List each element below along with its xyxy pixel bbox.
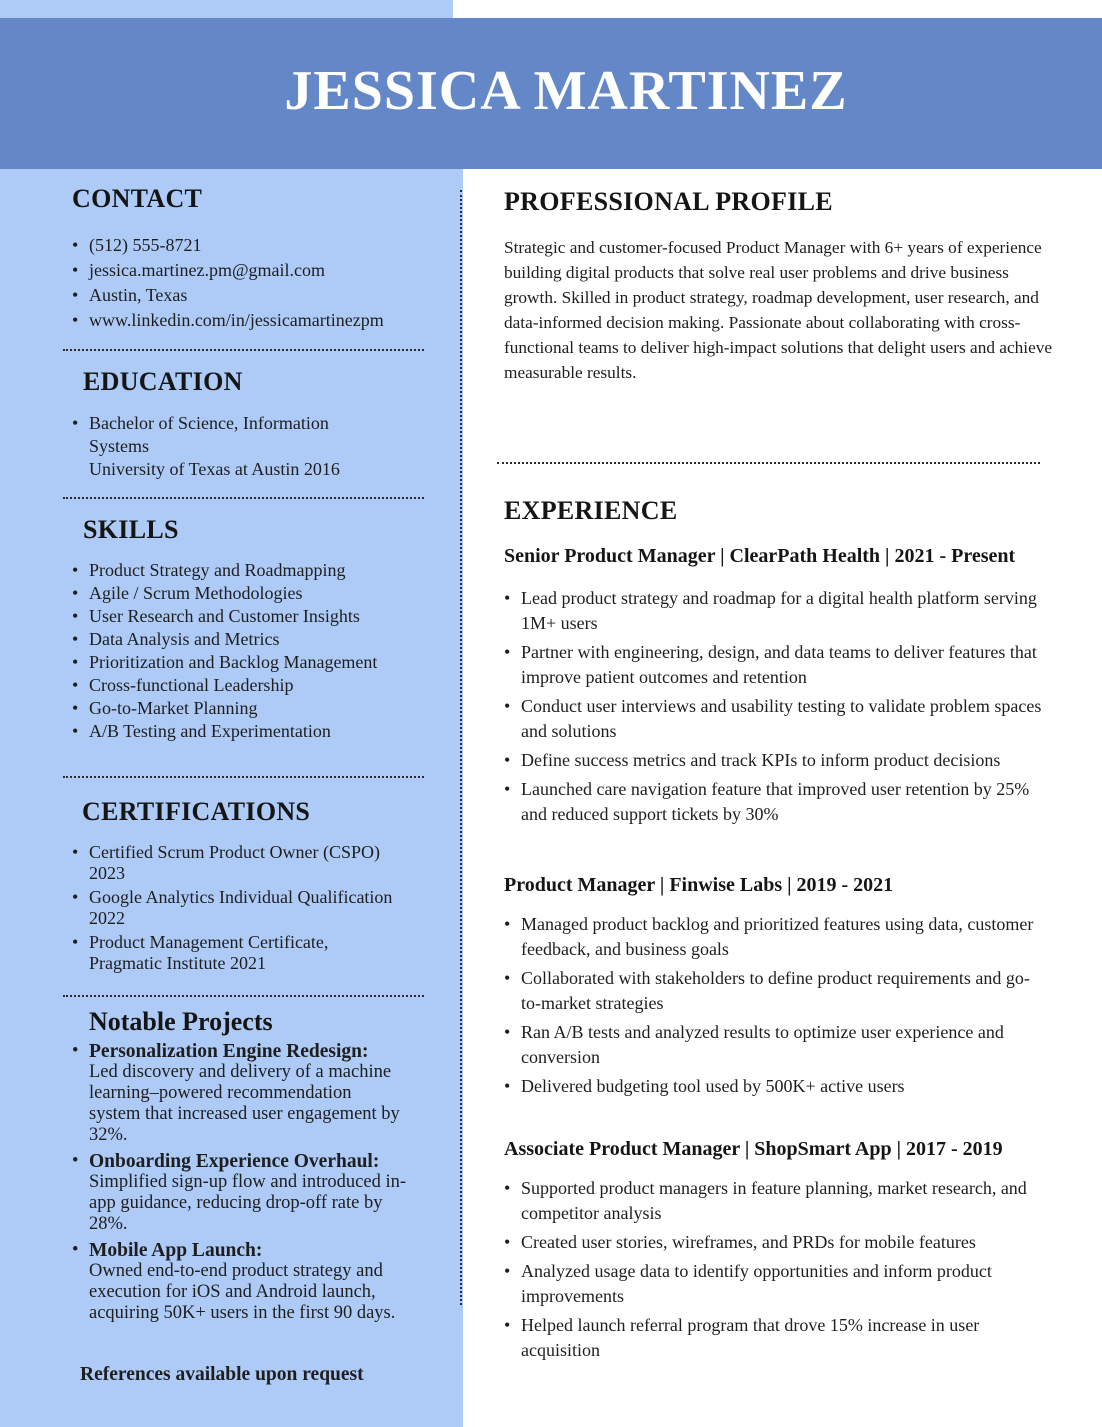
education-list	[72, 412, 372, 481]
education-item	[72, 412, 372, 481]
skills-list	[72, 559, 452, 743]
job-heading: Associate Product Manager | ShopSmart App | 2017 - 2019	[504, 1138, 1003, 1160]
profile-title: PROFESSIONAL PROFILE	[504, 187, 833, 216]
job-bullet: • Managed product backlog and prioritized features using data, customer feedback, and business goals	[504, 912, 1044, 962]
contact-list	[72, 233, 452, 333]
skill-item: • Prioritization and Backlog Management	[72, 651, 452, 674]
contact-location: • Austin, Texas	[72, 283, 452, 308]
skill-item: • Go-to-Market Planning	[72, 697, 452, 720]
project-item	[72, 1151, 407, 1235]
job-bullet: • Lead product strategy and roadmap for a digital health platform serving 1M+ users	[504, 586, 1044, 636]
project-item	[72, 1240, 407, 1324]
skill-item: • User Research and Customer Insights	[72, 605, 452, 628]
job-bullet: • Analyzed usage data to identify opportunities and inform product improvements	[504, 1259, 1044, 1309]
job-bullet: • Created user stories, wireframes, and PRDs for mobile features	[504, 1230, 1044, 1255]
candidate-name: JESSICA MARTINEZ	[284, 60, 848, 122]
job-bullets	[504, 586, 1044, 831]
project-description: Simplified sign-up flow and introduced in-app guidance, reducing drop-off rate by 28%.	[89, 1172, 407, 1234]
certification-item: • Product Management Certificate, Pragmatic Institute 2021	[72, 932, 402, 974]
projects-title: Notable Projects	[89, 1007, 273, 1036]
certifications-title: CERTIFICATIONS	[82, 797, 311, 826]
column-divider	[460, 190, 462, 1305]
job-bullet: • Delivered budgeting tool used by 500K+ active users	[504, 1074, 1044, 1099]
skill-item: • Agile / Scrum Methodologies	[72, 582, 452, 605]
project-title: • Onboarding Experience Overhaul:	[89, 1151, 380, 1172]
job-heading: Senior Product Manager | ClearPath Health | 2021 - Present	[504, 545, 1016, 567]
sidebar-separator	[63, 497, 424, 499]
sidebar-separator	[63, 995, 424, 997]
certifications-list	[72, 842, 402, 974]
sidebar-separator	[63, 776, 424, 778]
certification-item: • Certified Scrum Product Owner (CSPO) 2023	[72, 842, 402, 884]
education-school: University of Texas at Austin 2016	[89, 459, 340, 479]
profile-text: Strategic and customer-focused Product Manager with 6+ years of experience building digital products that solve real user problems and drive business growth. Skilled in product strategy, roadmap development, user research, and data-informed decision making. Passionate about collaborating with cross-functional teams to deliver high-impact solutions that delight users and achieve measurable results.	[504, 238, 1053, 382]
skill-item: • Data Analysis and Metrics	[72, 628, 452, 651]
education-degree: • Bachelor of Science, Information Systems	[89, 413, 329, 456]
skill-item: • A/B Testing and Experimentation	[72, 720, 452, 743]
job-heading: Product Manager | Finwise Labs | 2019 - 2021	[504, 874, 894, 896]
project-description: Led discovery and delivery of a machine learning–powered recommendation system that increased user engagement by 32%.	[89, 1062, 400, 1145]
skills-title: SKILLS	[83, 515, 179, 544]
experience-title: EXPERIENCE	[504, 496, 678, 525]
job-bullet: • Supported product managers in feature planning, market research, and competitor analysis	[504, 1176, 1044, 1226]
project-title: • Mobile App Launch:	[89, 1240, 263, 1261]
job-bullet: • Ran A/B tests and analyzed results to optimize user experience and conversion	[504, 1020, 1044, 1070]
certification-item: • Google Analytics Individual Qualification 2022	[72, 887, 402, 929]
education-title: EDUCATION	[83, 367, 243, 396]
project-title: • Personalization Engine Redesign:	[89, 1041, 369, 1062]
projects-list	[72, 1041, 407, 1329]
job-bullet: • Conduct user interviews and usability testing to validate problem spaces and solutions	[504, 694, 1044, 744]
job-bullet: • Partner with engineering, design, and data teams to deliver features that improve patient outcomes and retention	[504, 640, 1044, 690]
job-bullets	[504, 912, 1044, 1103]
contact-phone: • (512) 555-8721	[72, 233, 452, 258]
contact-email: • jessica.martinez.pm@gmail.com	[72, 258, 452, 283]
job-bullet: • Helped launch referral program that drove 15% increase in user acquisition	[504, 1313, 1044, 1363]
contact-linkedin: • www.linkedin.com/in/jessicamartinezpm	[72, 308, 452, 333]
references-note: References available upon request	[80, 1364, 364, 1385]
skill-item: • Product Strategy and Roadmapping	[72, 559, 452, 582]
contact-title: CONTACT	[72, 184, 203, 213]
job-bullet: • Launched care navigation feature that improved user retention by 25% and reduced support tickets by 30%	[504, 777, 1044, 827]
skill-item: • Cross-functional Leadership	[72, 674, 452, 697]
job-bullet: • Collaborated with stakeholders to define product requirements and go-to-market strategies	[504, 966, 1044, 1016]
header-notch	[453, 0, 1102, 18]
job-bullets	[504, 1176, 1044, 1367]
project-description: Owned end-to-end product strategy and execution for iOS and Android launch, acquiring 50K+ users in the first 90 days.	[89, 1261, 396, 1323]
project-item	[72, 1041, 407, 1146]
job-bullet: • Define success metrics and track KPIs to inform product decisions	[504, 748, 1044, 773]
sidebar-separator	[63, 349, 424, 351]
main-separator	[497, 462, 1040, 464]
